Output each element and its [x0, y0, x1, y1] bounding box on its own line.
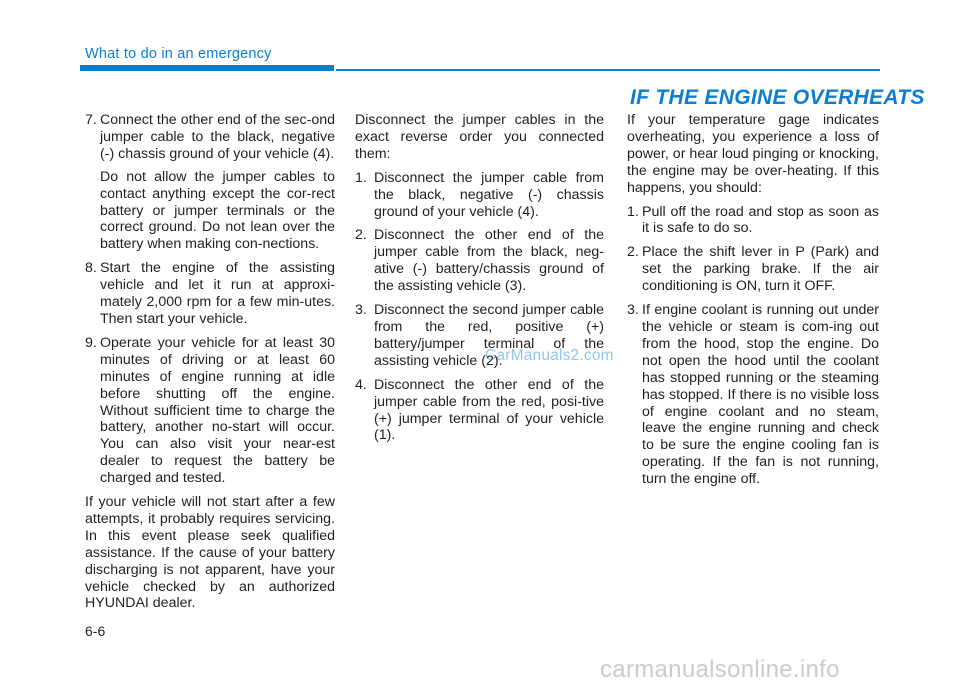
item-text: Operate your vehicle for at least 30 minutes of driving or at least 60 minutes of engine running at idle before shutting off the engine. Without sufficient time to charge the battery, another no-start will occur. You can also visit your near-est dealer to request the battery be charged and tested.: [100, 334, 335, 487]
item-number: 3.: [355, 302, 367, 319]
header-rule-thick: [80, 65, 334, 71]
column-right: [627, 112, 879, 495]
steps-list-continued: [85, 112, 335, 487]
disconnect-steps-list: [355, 170, 604, 445]
paragraph: If your vehicle will not start after a few attempts, it probably requires servicing. In this event please seek qualified assistance. If the cause of your battery discharging is not apparent, have your vehicle checked by an authorized HYUNDAI dealer.: [85, 494, 335, 612]
paragraph: If your temperature gage indicates overheating, you experience a loss of power, or hear loud pinging or knocking, the engine may be over-heating. If this happens, you should:: [627, 112, 879, 196]
list-item: [85, 112, 335, 253]
list-item: [355, 377, 604, 445]
column-left: [85, 112, 335, 619]
paragraph: Disconnect the jumper cables in the exact reverse order you connected them:: [355, 112, 604, 162]
item-number: 3.: [627, 302, 639, 319]
item-note: Do not allow the jumper cables to contact anything except the cor-rect battery or jumper terminals or the correct ground. Do not lean over the battery when making con-nections.: [100, 168, 335, 253]
list-item: [355, 170, 604, 221]
list-item: [627, 204, 879, 238]
list-item: [627, 244, 879, 295]
item-text: Pull off the road and stop as soon as it is safe to do so.: [642, 203, 879, 237]
item-number: 4.: [355, 376, 367, 393]
item-number: 9.: [85, 334, 97, 351]
item-text: If engine coolant is running out under the vehicle or steam is com-ing out from the hood, stop the engine. Do not open the hood until the coolant has stopped running or the steaming has stopped. If there is no visible loss of engine coolant and no steam, leave the engine running and check to be sure the engine cooling fan is operating. If the fan is not running, turn the engine off.: [642, 302, 879, 488]
watermark-carmanuals2: CarManuals2.com: [485, 347, 614, 364]
header-rule-thin: [336, 69, 880, 71]
page-heading: IF THE ENGINE OVERHEATS: [630, 86, 925, 109]
page-number: 6-6: [85, 623, 106, 639]
section-title: What to do in an emergency: [85, 46, 272, 62]
item-number: 2.: [627, 244, 639, 261]
item-text: Disconnect the second jumper cable from the red, positive (+) battery/jumper terminal of the assisting vehicle (2).: [374, 302, 604, 369]
list-item: [85, 260, 335, 328]
item-number: 1.: [627, 203, 639, 220]
item-text: Place the shift lever in P (Park) and set the parking brake. If the air conditioning is ON, turn it OFF.: [642, 244, 879, 295]
overheat-steps-list: [627, 204, 879, 489]
item-text: Disconnect the jumper cable from the black, negative (-) chassis ground of your vehicle (4).: [374, 169, 604, 220]
item-number: 2.: [355, 227, 367, 244]
item-text: Disconnect the other end of the jumper cable from the black, neg-ative (-) battery/chassis ground of the assisting vehicle (3).: [374, 227, 604, 295]
watermark-carmanualsonline: carmanualsonline.info: [600, 656, 840, 683]
item-text: Disconnect the other end of the jumper cable from the red, posi-tive (+) jumper terminal of your vehicle (1).: [374, 376, 604, 444]
item-number: 7.: [85, 112, 97, 128]
item-text: Connect the other end of the sec-ond jumper cable to the black, negative (-) chassis ground of your vehicle (4).: [100, 112, 335, 162]
list-item: [627, 302, 879, 488]
list-item: [355, 227, 604, 295]
list-item: [85, 335, 335, 487]
item-number: 1.: [355, 169, 367, 186]
item-number: 8.: [85, 260, 97, 277]
column-middle: [355, 112, 604, 451]
item-text: Start the engine of the assisting vehicle and let it run at approxi-mately 2,000 rpm for a few min-utes. Then start your vehicle.: [100, 260, 335, 327]
